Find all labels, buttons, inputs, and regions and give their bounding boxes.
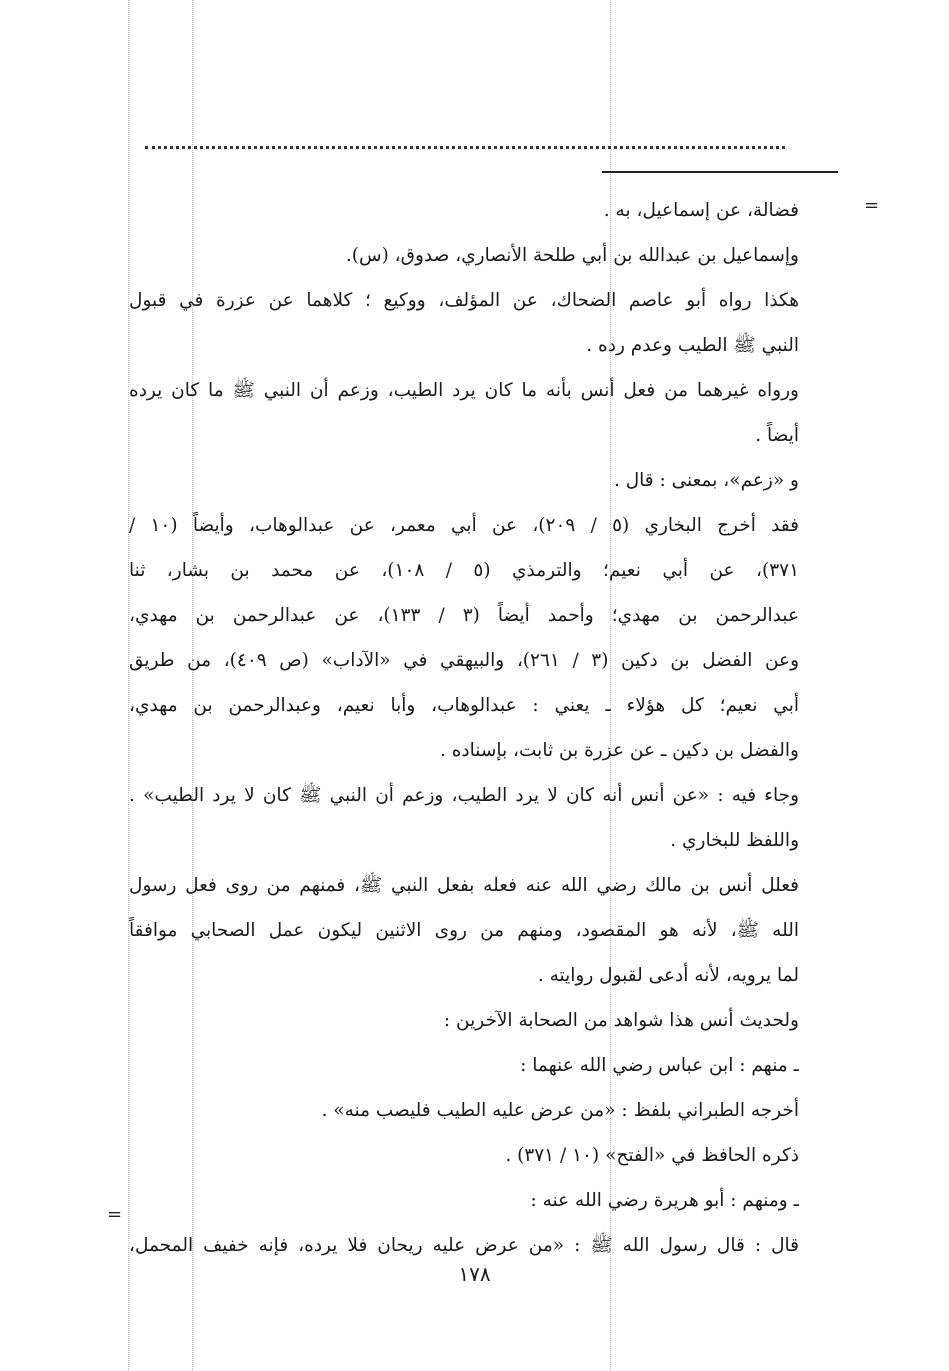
margin-continuation-mark-top: =	[864, 195, 880, 216]
text-line: عبدالرحمن بن مهدي؛ وأحمد أيضاً (٣ / ١٣٣)، عن عبدالرحمن بن مهدي،	[129, 605, 799, 626]
text-line: وإسماعيل بن عبدالله بن أبي طلحة الأنصاري، صدوق، (س).	[345, 245, 799, 266]
footnote-separator-rule	[602, 171, 838, 173]
text-line: ـ ومنهم : أبو هريرة رضي الله عنه :	[530, 1190, 799, 1211]
text-line: ٣٧١)، عن أبي نعيم؛ والترمذي (٥ / ١٠٨)، عن محمد بن بشار، ثنا	[129, 560, 799, 581]
text-line: والفضل بن دكين ـ عن عزرة بن ثابت، بإسناده .	[439, 740, 799, 761]
text-line: ولحديث أنس هذا شواهد من الصحابة الآخرين :	[443, 1010, 799, 1031]
text-line: فعلل أنس بن مالك رضي الله عنه فعله بفعل النبي ﷺ، فمنهم من روى فعل رسول	[129, 875, 799, 896]
text-line: واللفظ للبخاري .	[670, 830, 799, 851]
text-line: النبي ﷺ الطيب وعدم رده .	[586, 335, 799, 356]
text-line: أخرجه الطبراني بلفظ : «من عرض عليه الطيب فليصب منه» .	[321, 1100, 799, 1121]
text-line: أيضاً .	[755, 425, 799, 446]
text-line: و «زعم»، بمعنى : قال .	[613, 470, 799, 491]
text-line: الله ﷺ، لأنه هو المقصود، ومنهم من روى الاثنين ليكون عمل الصحابي موافقاً	[129, 920, 799, 941]
footnote-text-block	[129, 188, 799, 1268]
text-line: وجاء فيه : «عن أنس أنه كان لا يرد الطيب، وزعم أن النبي ﷺ كان لا يرد الطيب» .	[129, 785, 799, 806]
text-line: ورواه غيرهما من فعل أنس بأنه ما كان يرد الطيب، وزعم أن النبي ﷺ ما كان يرده	[129, 380, 799, 401]
page-number: ١٧٨	[458, 1262, 491, 1286]
text-line: ذكره الحافظ في «الفتح» (١٠ / ٣٧١) .	[505, 1145, 799, 1166]
text-line: لما يرويه، لأنه أدعى لقبول روايته .	[537, 965, 799, 986]
text-line: فقد أخرج البخاري (٥ / ٢٠٩)، عن أبي معمر، عن عبدالوهاب، وأيضاً (١٠ /	[129, 515, 799, 536]
text-line: فضالة، عن إسماعيل، به .	[603, 200, 799, 221]
text-line: وعن الفضل بن دكين (٣ / ٢٦١)، والبيهقي في «الآداب» (ص ٤٠٩)، من طريق	[129, 650, 799, 671]
text-line: هكذا رواه أبو عاصم الضحاك، عن المؤلف، ووكيع ؛ كلاهما عن عزرة في قبول	[129, 290, 799, 311]
text-line: قال : قال رسول الله ﷺ : «من عرض عليه ريحان فلا يرده، فإنه خفيف المحمل،	[129, 1235, 799, 1256]
text-line: ـ منهم : ابن عباس رضي الله عنهما :	[520, 1055, 799, 1076]
margin-continuation-mark-bottom: =	[107, 1204, 123, 1225]
text-line: أبي نعيم؛ كل هؤلاء ـ يعني : عبدالوهاب، وأبا نعيم، وعبدالرحمن بن مهدي،	[129, 695, 799, 716]
header-dotted-rule	[145, 146, 785, 149]
